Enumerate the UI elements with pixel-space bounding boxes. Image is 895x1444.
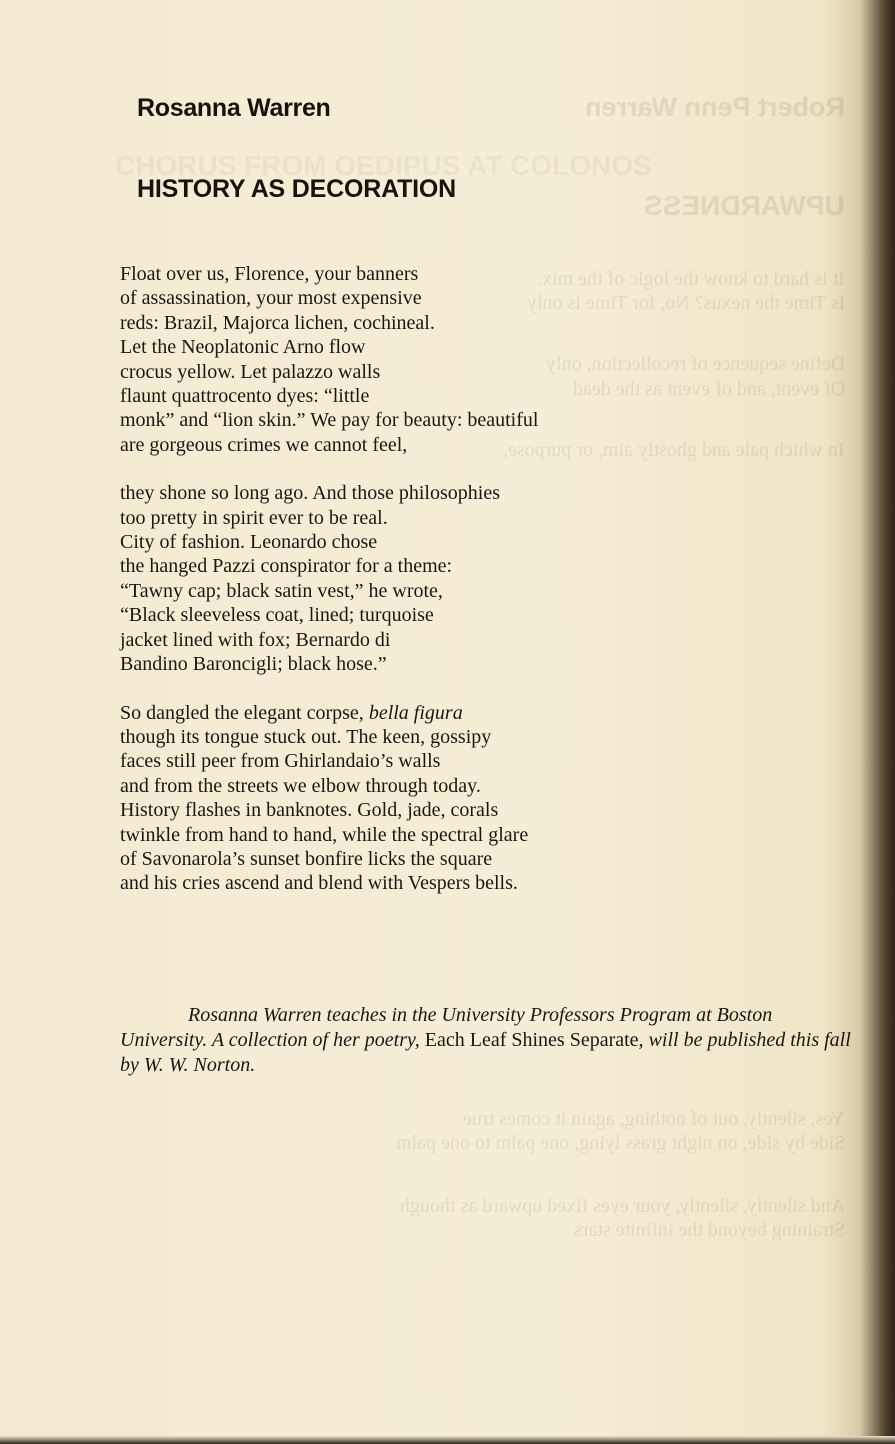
poem-line: are gorgeous crimes we cannot feel, (120, 433, 408, 456)
poem-line: of Savonarola’s sunset bonfire licks the square (120, 847, 493, 870)
book-title: Each Leaf Shines Separate, (424, 1029, 644, 1051)
bleed-through-line: It is hard to know the logic of the mix. (537, 268, 845, 290)
poem-line: Float over us, Florence, your banners (120, 263, 419, 285)
poem-line: twinkle from hand to hand, while the spectral glare (120, 823, 529, 846)
poem-line: the hanged Pazzi conspirator for a theme: (120, 555, 453, 578)
poem-line: too pretty in spirit ever to be real. (120, 506, 388, 529)
poem-title: HISTORY AS DECORATION (137, 175, 456, 203)
page-edge (0, 1436, 895, 1444)
poem-line: though its tongue stuck out. The keen, gossipy (120, 725, 492, 748)
poem-line: History flashes in banknotes. Gold, jade, corals (120, 799, 499, 822)
poem-line: Let the Neoplatonic Arno flow (120, 336, 366, 359)
bleed-through-title: UPWARDNESS (644, 190, 845, 221)
poem-line (120, 701, 800, 725)
poem-line: and from the streets we elbow through today. (120, 774, 481, 797)
poem-line: flaunt quattrocento dyes: “little (120, 385, 370, 408)
bleed-through-author: Robert Penn Warren (584, 92, 845, 122)
bleed-through-line: Yes, silently, out of nothing, again it comes true (463, 1108, 845, 1130)
bleed-through-line: Is Time the nexus? No, for Time is only (526, 292, 845, 314)
stanza-2 (120, 481, 800, 676)
poem-line: reds: Brazil, Majorca lichen, cochineal. (120, 311, 435, 334)
poem-line: crocus yellow. Let palazzo walls (120, 360, 381, 383)
poem-line: “Tawny cap; black satin vest,” he wrote, (120, 579, 443, 602)
contributor-note-text: Rosanna Warren teaches in the University Professors Program at Boston University. A collection of her poetry, (120, 1004, 773, 1051)
bleed-through-line: Of event, and of event as the dead (572, 378, 845, 400)
author-name: Rosanna Warren (137, 94, 331, 122)
poem-line: monk” and “lion skin.” We pay for beauty: beautiful (120, 409, 539, 432)
poem-line: they shone so long ago. And those philosophies (120, 482, 500, 505)
contributor-note (120, 1003, 855, 1078)
poem-line: of assassination, your most expensive (120, 287, 422, 310)
bleed-through-title-secondary: CHORUS FROM OEDIPUS AT COLONOS (115, 150, 652, 181)
bleed-through-line: Side by side, on night grass lying, one palm to one palm (395, 1132, 845, 1154)
poem-body (120, 262, 800, 920)
poem-line: “Black sleeveless coat, lined; turquoise (120, 604, 434, 627)
italic-phrase: bella figura (368, 701, 463, 724)
poem-line: and his cries ascend and blend with Vespers bells. (120, 872, 518, 895)
bleed-through-line: And silently, silently, your eyes fixed upward as though (399, 1195, 845, 1217)
poem-line: faces still peer from Ghirlandaio’s walls (120, 750, 441, 773)
bleed-through-line: In which pale and ghostly aim, or purpose, (503, 439, 845, 461)
contributor-note-text: will be published this fall by W. W. Norton. (120, 1029, 851, 1076)
bleed-through-line: Straining beyond the infinite stars (573, 1219, 845, 1241)
poem-line: City of fashion. Leonardo chose (120, 531, 378, 554)
poem-line: Bandino Baroncigli; black hose.” (120, 653, 387, 676)
bleed-through-line: Define sequence of recollection, only (545, 353, 845, 375)
stanza-1 (120, 262, 800, 457)
stanza-3 (120, 701, 800, 896)
poem-line-text: So dangled the elegant corpse, (120, 701, 369, 724)
poem-line: jacket lined with fox; Bernardo di (120, 628, 391, 651)
